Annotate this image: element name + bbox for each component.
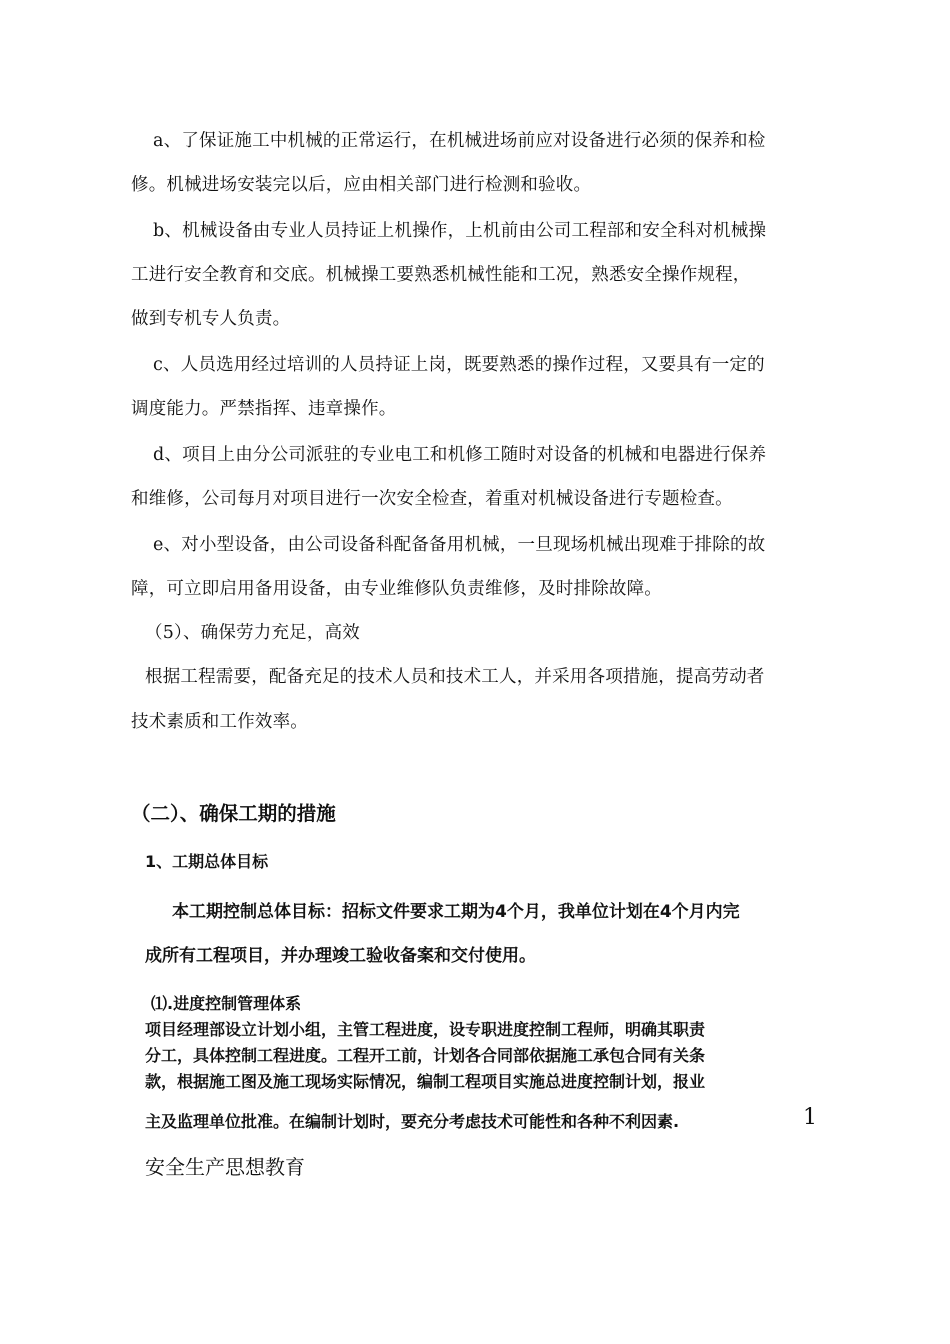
measure-c-line-2: 调度能力。严禁指挥、违章操作。 (131, 399, 397, 419)
measure-d-line-1: d、项目上由分公司派驻的专业电工和机修工随时对设备的机械和电器进行保养 (153, 445, 767, 465)
measure-a-line-1: a、了保证施工中机械的正常运行，在机械进场前应对设备进行必须的保养和检 (153, 131, 766, 151)
progress-control-body-line-1: 项目经理部设立计划小组，主管工程进度，设专职进度控制工程师，明确其职责 (145, 1020, 706, 1039)
measure-b-line-1: b、机械设备由专业人员持证上机操作，上机前由公司工程部和安全科对机械操 (153, 221, 767, 241)
subsection-1-body-line-1: 本工期控制总体目标：招标文件要求工期为4个月，我单位计划在4个月内完 (172, 902, 740, 922)
progress-control-heading: ⑴.进度控制管理体系 (151, 994, 302, 1013)
progress-control-body-line-4: 主及监理单位批准。在编制计划时，要充分考虑技术可能性和各种不利因素. (145, 1112, 680, 1131)
measure-a-line-2: 修。机械进场安装完以后，应由相关部门进行检测和验收。 (131, 175, 592, 195)
section-2-heading: （二）、确保工期的措施 (131, 802, 336, 825)
measure-e-line-1: e、对小型设备，由公司设备科配备备用机械，一旦现场机械出现难于排除的故 (153, 535, 766, 555)
measure-d-line-2: 和维修，公司每月对项目进行一次安全检查，着重对机械设备进行专题检查。 (131, 489, 733, 509)
measure-b-line-3: 做到专机专人负责。 (131, 309, 291, 329)
measure-c-line-1: c、人员选用经过培训的人员持证上岗，既要熟悉的操作过程，又要具有一定的 (153, 355, 765, 375)
item-5-body-line-1: 根据工程需要，配备充足的技术人员和技术工人，并采用各项措施，提高劳动者 (145, 667, 765, 687)
next-section-title: 安全生产思想教育 (145, 1155, 305, 1179)
item-5-heading: （5）、确保劳力充足，高效 (145, 623, 360, 643)
item-5-body-line-2: 技术素质和工作效率。 (131, 712, 308, 732)
measure-e-line-2: 障，可立即启用备用设备，由专业维修队负责维修，及时排除故障。 (131, 579, 662, 599)
measure-b-line-2: 工进行安全教育和交底。机械操工要熟悉机械性能和工况，熟悉安全操作规程， (131, 265, 751, 285)
subsection-1-body-line-2: 成所有工程项目，并办理竣工验收备案和交付使用。 (145, 946, 536, 966)
page-number: 1 (803, 1105, 817, 1130)
subsection-1-heading: 1、工期总体目标 (145, 852, 269, 871)
progress-control-body-line-3: 款，根据施工图及施工现场实际情况，编制工程项目实施总进度控制计划，报业 (145, 1072, 706, 1091)
progress-control-body-line-2: 分工，具体控制工程进度。工程开工前，计划各合同部依据施工承包合同有关条 (145, 1046, 706, 1065)
